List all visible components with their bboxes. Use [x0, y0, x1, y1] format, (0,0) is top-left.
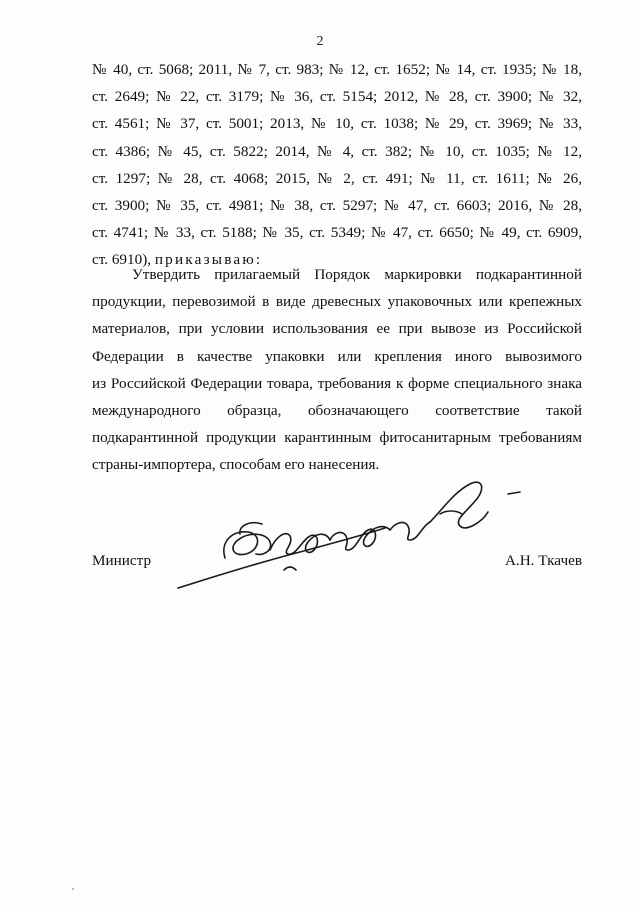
order-paragraph — [92, 261, 582, 479]
order-line: Федерации в качестве упаковки или крепления иного вывозимого — [92, 347, 582, 365]
order-line: Утвердить прилагаемый Порядок маркировки подкарантинной — [132, 266, 582, 283]
position-title: Министр — [92, 552, 152, 569]
order-line: из Российской Федерации товара, требования к форме специального знака — [92, 374, 582, 392]
reference-closing: ст. 6910), — [92, 251, 155, 269]
reference-line: ст. 1297; № 28, ст. 4068; 2015, № 2, ст. 491; № 11, ст. 1611; № 26, — [92, 169, 582, 187]
signatory-name: А.Н. Ткачев — [504, 552, 582, 569]
reference-line: ст. 3900; № 35, ст. 4981; № 38, ст. 5297; № 47, ст. 6603; 2016, № 28, — [92, 197, 582, 215]
reference-line: ст. 4561; № 37, ст. 5001; 2013, № 10, ст. 1038; № 29, ст. 3969; № 33, — [92, 115, 582, 133]
reference-line: ст. 4386; № 45, ст. 5822; 2014, № 4, ст. 382; № 10, ст. 1035; № 12, — [92, 142, 582, 160]
order-line: международного образца, обозначающего соответствие такой — [92, 402, 582, 420]
reference-line: № 40, ст. 5068; 2011, № 7, ст. 983; № 12, ст. 1652; № 14, ст. 1935; № 18, — [92, 61, 582, 78]
page-number: 2 — [316, 34, 324, 49]
order-line: подкарантинной продукции карантинным фитосанитарным требованиям — [92, 429, 582, 447]
order-word: приказываю: — [154, 251, 263, 269]
signature-block — [92, 552, 582, 576]
order-line: материалов, при условии использования ее при вывозе из Российской — [92, 320, 582, 338]
order-line: страны-импортера, способам его нанесения. — [92, 456, 380, 474]
handwritten-signature — [170, 470, 530, 600]
scan-speck — [72, 888, 74, 890]
order-line: продукции, перевозимой в виде древесных упаковочных или крепежных — [92, 293, 582, 311]
reference-line: ст. 2649; № 22, ст. 3179; № 36, ст. 5154; 2012, № 28, ст. 3900; № 32, — [92, 88, 582, 106]
legal-references — [92, 56, 582, 274]
reference-line: ст. 4741; № 33, ст. 5188; № 35, ст. 5349; № 47, ст. 6650; № 49, ст. 6909, — [92, 224, 582, 242]
